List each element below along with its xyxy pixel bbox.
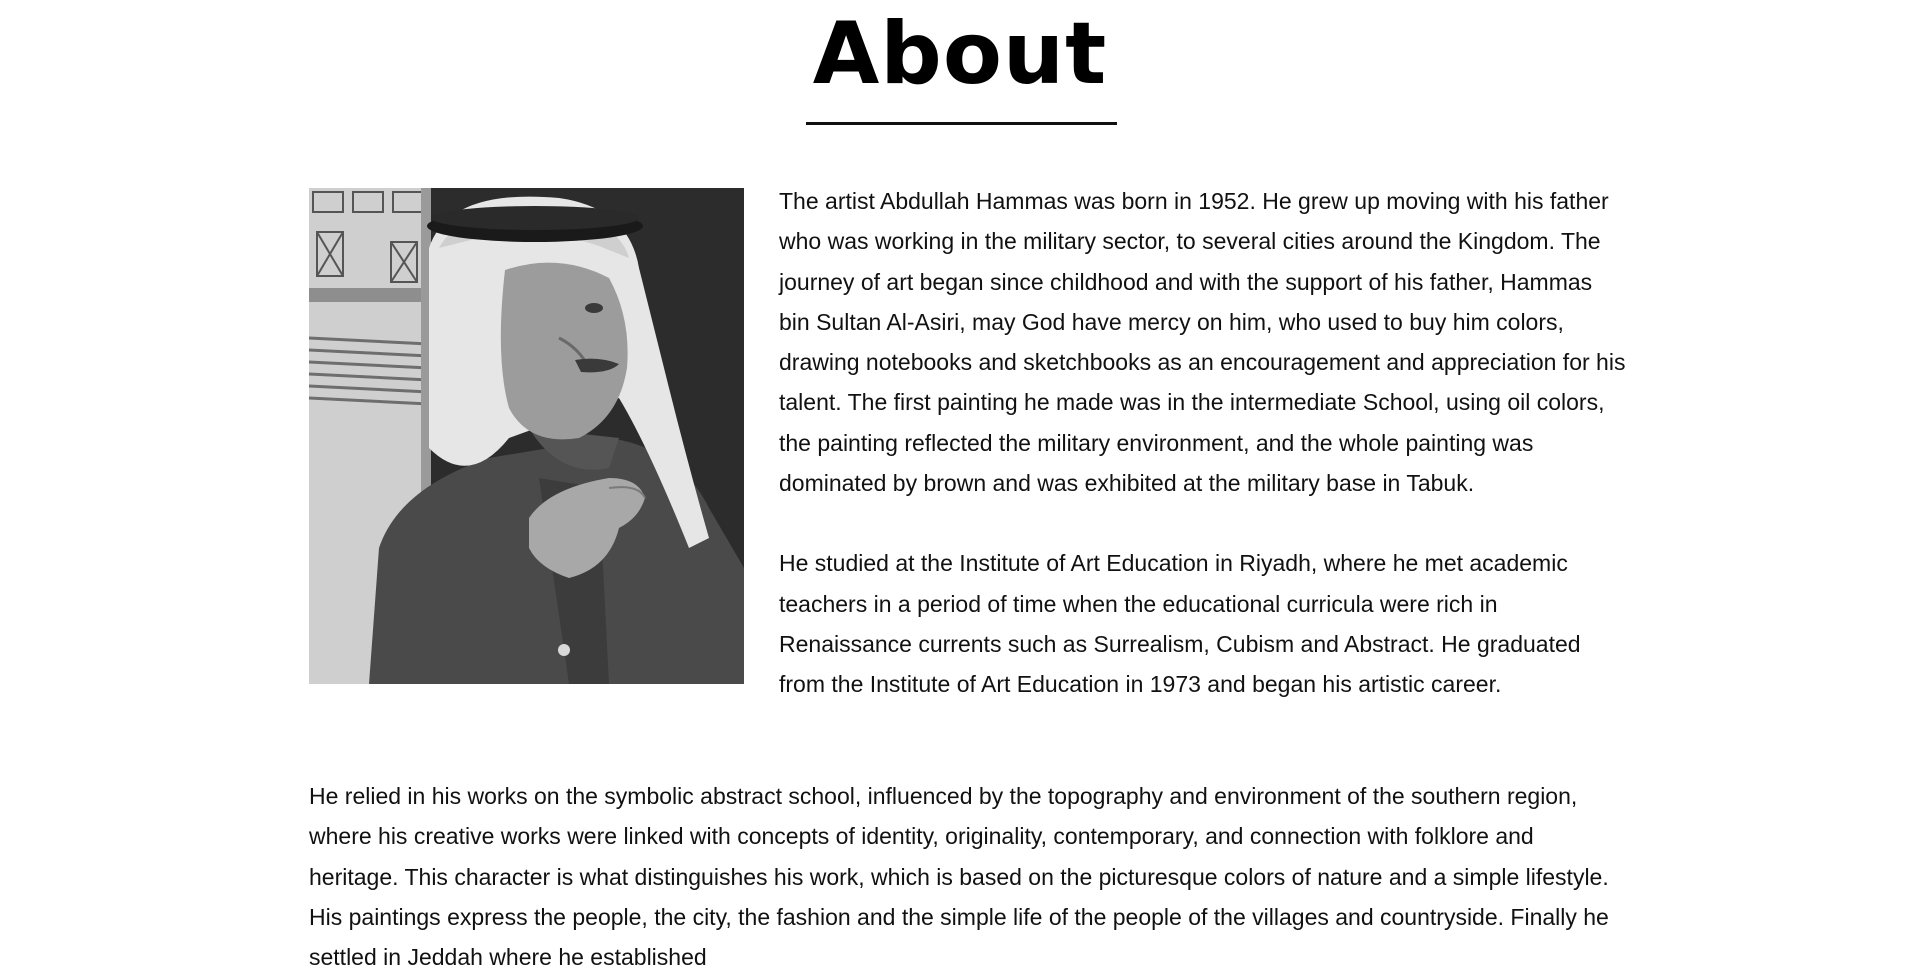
title-divider bbox=[806, 122, 1117, 125]
page-title: About bbox=[812, 4, 1108, 104]
intro-text bbox=[779, 181, 1629, 705]
paragraph-style: He relied in his works on the symbolic abstract school, influenced by the topography and environment of the southern region, where his creative works were linked with concepts of identity, originality, contemporary, and connection with folklore and heritage. This character is what distinguishes his work, which is based on the picturesque colors of nature and a simple lifestyle. His paintings express the people, the city, the fashion and the simple life of the people of the villages and countryside. Finally he settled in Jeddah where he established bbox=[309, 783, 1609, 971]
body-text bbox=[309, 776, 1629, 977]
portrait-photo bbox=[309, 188, 744, 684]
paragraph-education: He studied at the Institute of Art Education in Riyadh, where he met academic teachers in a period of time when the educational curricula were rich in Renaissance currents such as Surrealism, Cubism and Abstract. He graduated from the Institute of Art Education in 1973 and began his artistic career. bbox=[779, 550, 1581, 698]
paragraph-early-life: The artist Abdullah Hammas was born in 1952. He grew up moving with his father who was working in the military sector, to several cities around the Kingdom. The journey of art began since childhood and with the support of his father, Hammas bin Sultan Al-Asiri, may God have mercy on him, who used to buy him colors, drawing notebooks and sketchbooks as an encouragement and appreciation for his talent. The first painting he made was in the intermediate School, using oil colors, the painting reflected the military environment, and the whole painting was dominated by brown and was exhibited at the military base in Tabuk. bbox=[779, 188, 1626, 497]
artist-portrait bbox=[309, 188, 744, 684]
